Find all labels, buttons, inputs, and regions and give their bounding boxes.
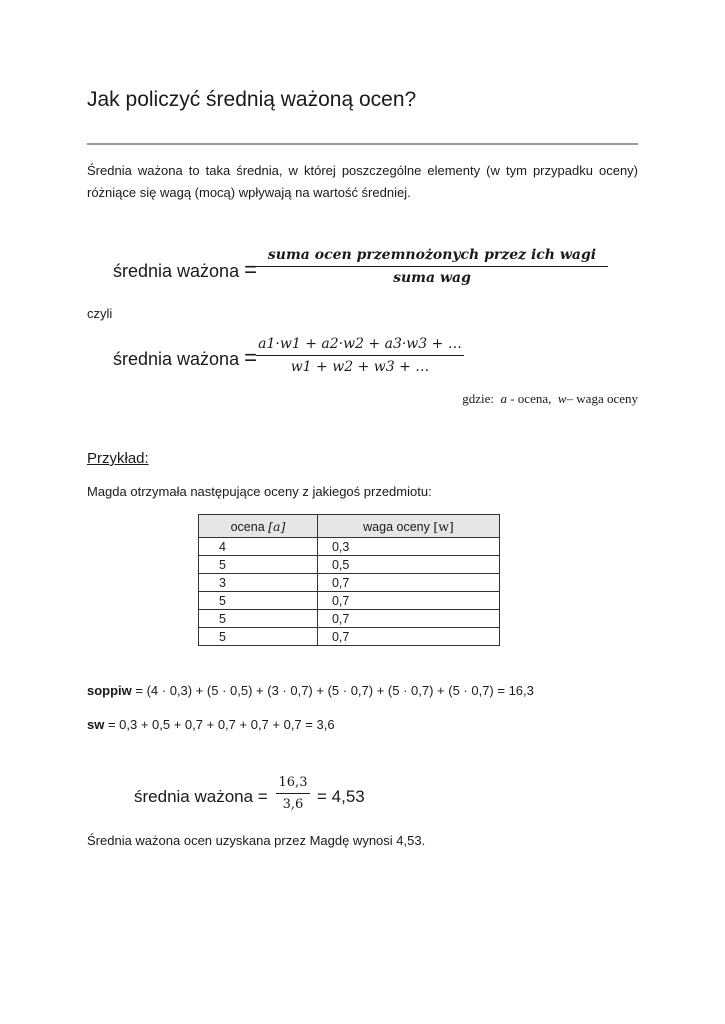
col-header-waga bbox=[317, 515, 499, 538]
table-row bbox=[199, 574, 500, 592]
waga-cell: 0,7 bbox=[317, 592, 499, 610]
final-result: = 4,53 bbox=[317, 787, 365, 806]
legend-a-text: - ocena, bbox=[510, 391, 552, 406]
soppiw-expression: = (4 · 0,3) + (5 · 0,5) + (3 · 0,7) + (5 · 0,7) + (5 · 0,7) + (5 · 0,7) = 16,3 bbox=[131, 683, 534, 698]
ocena-cell: 5 bbox=[199, 592, 318, 610]
variable-legend bbox=[462, 391, 638, 407]
waga-cell: 0,7 bbox=[317, 628, 499, 646]
title-divider bbox=[87, 143, 638, 145]
final-denominator: 3,6 bbox=[282, 797, 304, 812]
legend-prefix: gdzie: bbox=[462, 391, 494, 406]
ocena-cell: 4 bbox=[199, 538, 318, 556]
final-fraction bbox=[276, 775, 310, 812]
example-intro: Magda otrzymała następujące oceny z jakiegoś przedmiotu: bbox=[87, 484, 432, 499]
intro-paragraph: Średnia ważona to taka średnia, w której poszczególne elementy (w tym przypadku oceny) różniące się wagą (mocą) wpływają na wartość średniej. bbox=[87, 163, 638, 200]
page-title: Jak policzyć średnią ważoną ocen? bbox=[87, 88, 417, 111]
formula2-denominator: w1 + w2 + w3 + … bbox=[290, 359, 430, 375]
formula1-numerator: suma ocen przemnożonych przez ich wagi bbox=[267, 247, 597, 263]
sw-label: sw bbox=[87, 717, 105, 732]
table-row bbox=[199, 610, 500, 628]
formula1-fraction bbox=[256, 247, 608, 286]
formula2-equals: = bbox=[244, 345, 257, 370]
conclusion-text: Średnia ważona ocen uzyskana przez Magdę wynosi 4,53. bbox=[87, 833, 426, 848]
table-row bbox=[199, 592, 500, 610]
legend-a-symbol: a bbox=[500, 391, 507, 406]
formula2-fraction bbox=[256, 336, 464, 375]
legend-w-text: – waga oceny bbox=[566, 391, 638, 406]
table-header-row bbox=[199, 515, 500, 538]
soppiw-calculation bbox=[87, 683, 534, 698]
table-row bbox=[199, 628, 500, 646]
grades-table bbox=[198, 514, 500, 646]
waga-cell: 0,3 bbox=[317, 538, 499, 556]
formula2-label-text: średnia ważona bbox=[113, 349, 240, 369]
example-heading: Przykład: bbox=[87, 450, 149, 467]
formula1-denominator: suma wag bbox=[393, 270, 471, 286]
col1-symbol: [a] bbox=[268, 518, 286, 534]
ocena-cell: 3 bbox=[199, 574, 318, 592]
ocena-cell: 5 bbox=[199, 628, 318, 646]
final-numerator: 16,3 bbox=[278, 775, 308, 790]
legend-w-symbol: w bbox=[557, 391, 567, 406]
formula2-label bbox=[113, 345, 257, 371]
col-header-ocena bbox=[199, 515, 318, 538]
col1-label: ocena bbox=[230, 519, 265, 534]
waga-cell: 0,7 bbox=[317, 574, 499, 592]
formula1-label bbox=[113, 257, 257, 283]
final-label: średnia ważona = bbox=[134, 787, 268, 806]
sw-expression: = 0,3 + 0,5 + 0,7 + 0,7 + 0,7 + 0,7 = 3,6 bbox=[104, 717, 335, 732]
soppiw-label: soppiw bbox=[87, 683, 132, 698]
waga-cell: 0,5 bbox=[317, 556, 499, 574]
col2-symbol: [w] bbox=[433, 518, 454, 534]
formula1-equals: = bbox=[244, 257, 257, 282]
table-row bbox=[199, 538, 500, 556]
ocena-cell: 5 bbox=[199, 556, 318, 574]
czyli-text: czyli bbox=[87, 306, 113, 321]
ocena-cell: 5 bbox=[199, 610, 318, 628]
table-row bbox=[199, 556, 500, 574]
formula1-label-text: średnia ważona bbox=[113, 261, 240, 281]
col2-label: waga oceny bbox=[363, 519, 430, 534]
sw-calculation bbox=[87, 717, 335, 732]
waga-cell: 0,7 bbox=[317, 610, 499, 628]
formula2-numerator: a1·w1 + a2·w2 + a3·w3 + … bbox=[258, 336, 462, 352]
